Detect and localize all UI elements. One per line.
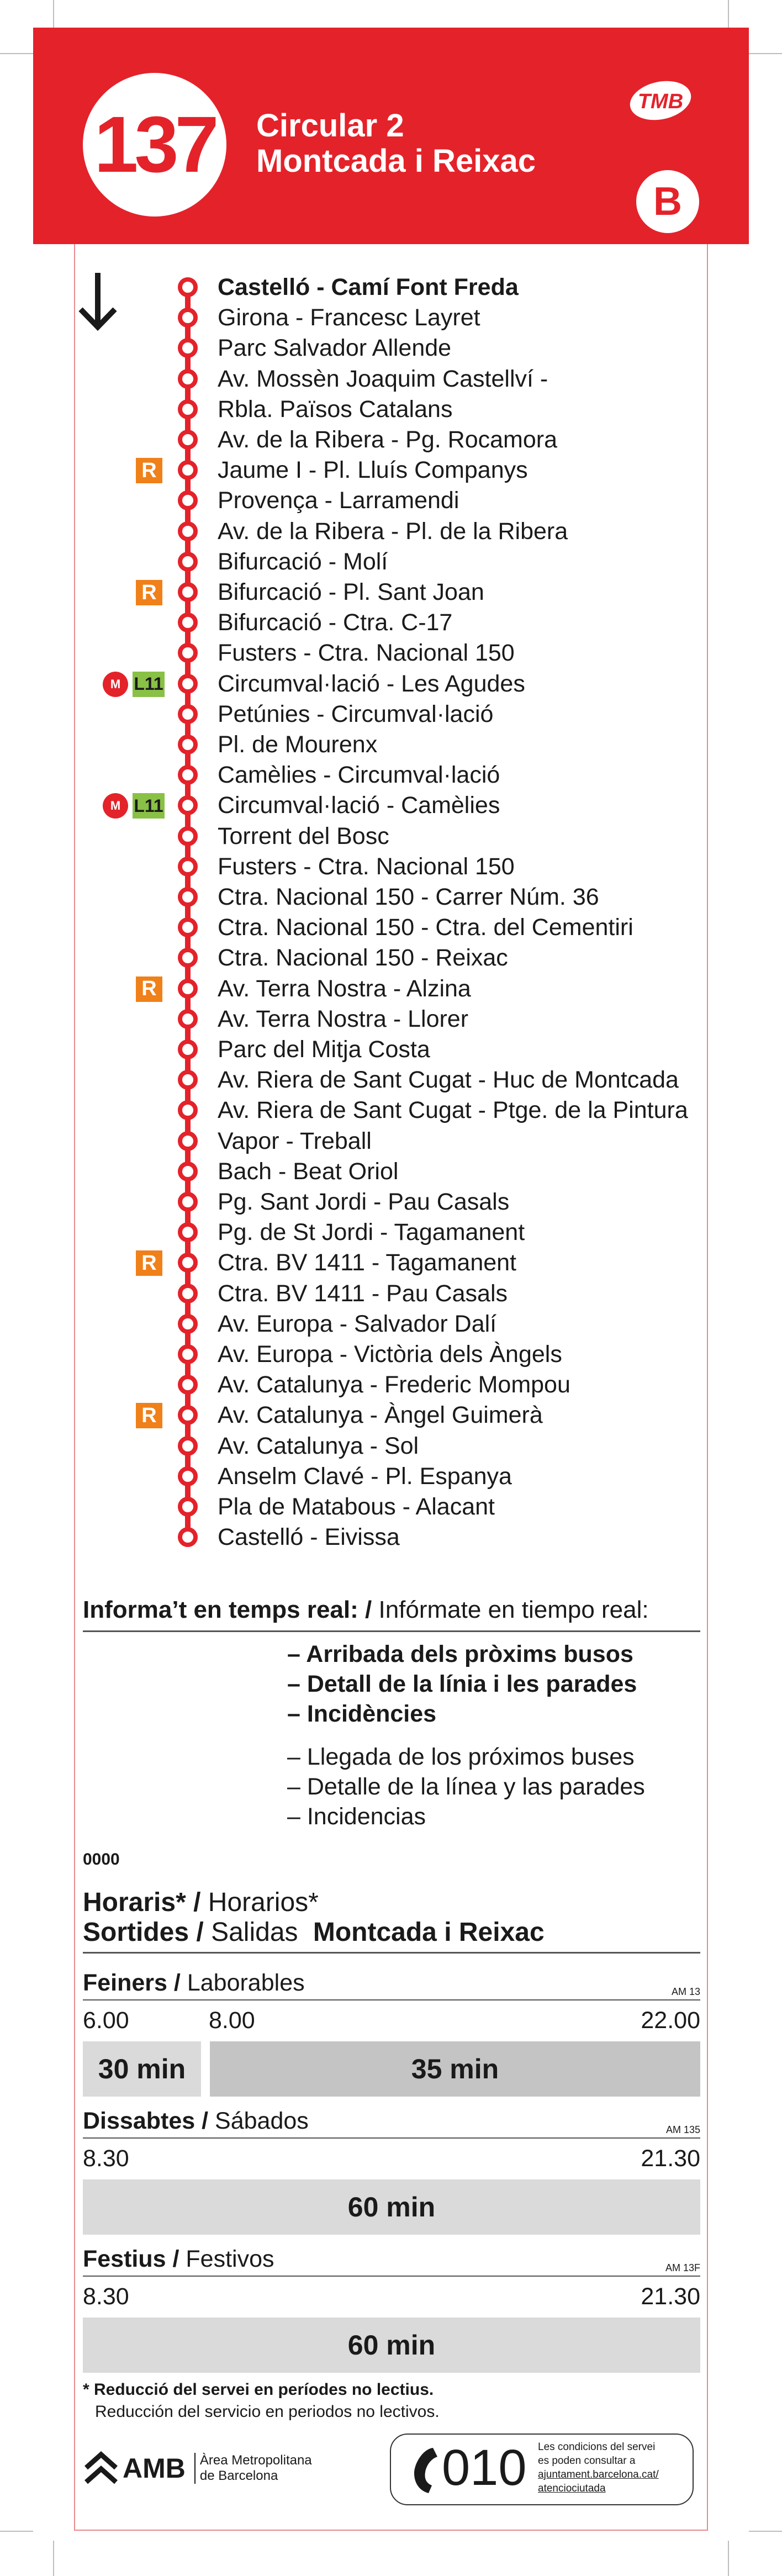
stop-name: Bifurcació - Ctra. C-17 — [218, 609, 453, 636]
stop-item — [0, 1397, 782, 1428]
stop-item — [0, 1428, 782, 1459]
crop-mark — [749, 2531, 782, 2532]
stop-marker — [178, 1222, 198, 1242]
stop-name: Pl. de Mourenx — [218, 731, 378, 758]
crop-mark — [0, 2531, 33, 2532]
stop-marker — [178, 399, 198, 419]
metro-line-badge: L11 — [133, 672, 165, 697]
stop-marker — [178, 917, 198, 937]
stop-name: Av. de la Ribera - Pl. de la Ribera — [218, 518, 568, 545]
stop-name: Parc Salvador Allende — [218, 335, 452, 362]
stop-item — [0, 1154, 782, 1184]
stop-name: Bifurcació - Pl. Sant Joan — [218, 579, 484, 605]
stop-item — [0, 1489, 782, 1519]
reduction-note-ca: * Reducció del servei en períodes no lectius. — [83, 2380, 434, 2399]
stop-name: Torrent del Bosc — [218, 822, 389, 849]
stop-name: Av. Riera de Sant Cugat - Huc de Montcada — [218, 1067, 679, 1094]
day-type-es: Sábados — [215, 2108, 309, 2134]
time-start: 6.00 — [83, 2007, 129, 2034]
stop-name: Jaume I - Pl. Lluís Companys — [218, 457, 528, 484]
day-type-ca: Festius — [83, 2246, 166, 2272]
stop-marker — [178, 1192, 198, 1212]
stop-name: Pg. de St Jordi - Tagamanent — [218, 1219, 525, 1246]
stop-name: Provença - Larramendi — [218, 487, 459, 514]
tmb-logo — [624, 76, 697, 123]
stop-marker — [178, 1344, 198, 1364]
amb-logo — [83, 2451, 312, 2485]
service-info-line: Les condicions del servei — [538, 2441, 656, 2453]
stop-marker — [178, 1284, 198, 1303]
reduction-note-es: Reducción del servicio en periodos no lectivos. — [95, 2403, 440, 2421]
stop-name: Rbla. Països Catalans — [218, 395, 453, 423]
stop-item — [0, 422, 782, 452]
stop-item — [0, 666, 782, 696]
stop-item — [0, 1367, 782, 1397]
stop-item — [0, 819, 782, 849]
stop-name: Fusters - Ctra. Nacional 150 — [218, 853, 515, 880]
stop-item — [0, 879, 782, 910]
schedule-code: AM 13 — [671, 1986, 700, 1997]
stop-marker — [178, 735, 198, 754]
stop-item — [0, 1306, 782, 1337]
stop-name: Camèlies - Circumval·lació — [218, 762, 500, 789]
stop-marker — [178, 795, 198, 815]
stop-marker — [178, 1162, 198, 1181]
stop-marker — [178, 826, 198, 846]
day-type-es: Festivos — [186, 2246, 274, 2272]
crop-mark — [53, 0, 54, 28]
stop-item — [0, 483, 782, 513]
realtime-item: – Detall de la línia i les parades — [287, 1671, 637, 1697]
time-end: 21.30 — [641, 2283, 700, 2310]
frequency-band: 30 min — [83, 2041, 201, 2097]
stop-item — [0, 849, 782, 879]
stop-name: Av. Catalunya - Àngel Guimerà — [218, 1402, 543, 1429]
stop-item — [0, 1519, 782, 1550]
amb-logo-icon — [83, 2451, 119, 2485]
stop-name: Castelló - Camí Font Freda — [218, 274, 519, 300]
stop-code: 0000 — [83, 1850, 120, 1868]
stop-item — [0, 788, 782, 818]
realtime-list-ca — [287, 1639, 637, 1729]
time-end: 22.00 — [641, 2007, 700, 2034]
realtime-item: – Incidències — [287, 1701, 437, 1727]
stop-marker — [178, 765, 198, 785]
stop-name: Av. de la Ribera - Pg. Rocamora — [218, 426, 558, 453]
stop-item — [0, 1459, 782, 1489]
stop-name: Ctra. BV 1411 - Tagamanent — [218, 1249, 517, 1276]
crop-mark — [728, 2541, 729, 2576]
rodalies-badge: R — [136, 458, 162, 483]
stop-item — [0, 1123, 782, 1154]
schedule-title-slash: / — [193, 1888, 201, 1917]
schedule-block-label — [83, 1970, 305, 1997]
stop-marker — [178, 948, 198, 968]
realtime-item: – Incidencias — [287, 1803, 426, 1830]
stop-name: Parc del Mitja Costa — [218, 1036, 430, 1063]
stop-marker — [178, 430, 198, 450]
line-title — [256, 108, 536, 179]
phone-number: 010 — [442, 2440, 527, 2496]
stop-name: Fusters - Ctra. Nacional 150 — [218, 640, 515, 667]
schedule-block-divider — [83, 2137, 700, 2139]
stop-item — [0, 574, 782, 605]
stop-name: Pg. Sant Jordi - Pau Casals — [218, 1189, 510, 1215]
stop-marker — [178, 1527, 198, 1547]
line-title-primary: Circular 2 — [256, 108, 404, 144]
line-number-badge: 137 — [83, 73, 226, 217]
day-type-slash: / — [173, 1970, 181, 1996]
stop-marker — [178, 704, 198, 724]
phone-handset-icon — [406, 2445, 445, 2498]
stop-name: Petúnies - Circumval·lació — [218, 700, 494, 727]
stop-name: Vapor - Treball — [218, 1127, 372, 1154]
schedule-subtitle — [83, 1918, 545, 1947]
stop-marker — [178, 887, 198, 907]
stop-item — [0, 1245, 782, 1275]
realtime-item: – Llegada de los próximos buses — [287, 1744, 635, 1770]
stop-name: Av. Europa - Salvador Dalí — [218, 1310, 497, 1337]
stop-item — [0, 1215, 782, 1245]
amb-logo-text: AMB — [123, 2453, 186, 2484]
stop-name: Anselm Clavé - Pl. Espanya — [218, 1463, 512, 1490]
crop-mark — [0, 53, 33, 54]
stop-name: Pla de Matabous - Alacant — [218, 1493, 495, 1520]
metro-icon: M — [103, 672, 128, 697]
stop-marker — [178, 277, 198, 297]
schedule-block-label — [83, 2108, 309, 2135]
stop-name: Av. Catalunya - Frederic Mompou — [218, 1371, 570, 1398]
schedule-title-ca: Horaris* — [83, 1888, 186, 1917]
schedule-code: AM 135 — [665, 2124, 700, 2135]
stop-item — [0, 361, 782, 392]
service-info — [538, 2440, 659, 2495]
stop-name: Circumval·lació - Les Agudes — [218, 670, 525, 697]
stop-name: Castelló - Eivissa — [218, 1524, 400, 1551]
stop-item — [0, 696, 782, 727]
stop-marker — [178, 521, 198, 541]
amb-name-line: Àrea Metropolitana — [199, 2453, 312, 2468]
stop-marker — [178, 1253, 198, 1273]
stop-name: Circumval·lació - Camèlies — [218, 792, 500, 819]
frequency-band: 60 min — [83, 2179, 700, 2235]
schedule-title-es: Horarios* — [208, 1888, 319, 1917]
crop-mark — [749, 53, 782, 54]
time-mid: 8.00 — [209, 2007, 255, 2034]
stop-marker — [178, 582, 198, 602]
stop-item — [0, 1062, 782, 1092]
stop-name: Av. Terra Nostra - Llorer — [218, 1005, 469, 1032]
stop-marker — [178, 1405, 198, 1425]
stop-item — [0, 757, 782, 788]
day-type-ca: Feiners — [83, 1970, 167, 1996]
rodalies-badge: R — [136, 976, 162, 1002]
time-end: 21.30 — [641, 2145, 700, 2172]
frequency-band: 60 min — [83, 2318, 700, 2373]
stop-marker — [178, 613, 198, 632]
stop-marker — [178, 979, 198, 999]
stop-item — [0, 1276, 782, 1306]
time-start: 8.30 — [83, 2283, 129, 2310]
stop-marker — [178, 1039, 198, 1059]
realtime-heading — [83, 1596, 649, 1624]
schedule-code: AM 13F — [665, 2262, 700, 2273]
day-type-ca: Dissabtes — [83, 2108, 196, 2134]
stop-marker — [178, 1131, 198, 1151]
realtime-item: – Detalle de la línea y las parades — [287, 1773, 645, 1800]
realtime-heading-ca: Informa’t en temps real: — [83, 1596, 358, 1623]
stop-name: Ctra. Nacional 150 - Reixac — [218, 944, 508, 972]
stop-name: Ctra. Nacional 150 - Ctra. del Cementiri — [218, 914, 633, 941]
schedule-block-divider — [83, 1999, 700, 2000]
stop-name: Bifurcació - Molí — [218, 548, 388, 575]
stop-item — [0, 605, 782, 635]
departures-slash: / — [196, 1918, 204, 1947]
rodalies-badge: R — [136, 1403, 162, 1428]
stop-marker — [178, 1466, 198, 1486]
stop-item — [0, 1337, 782, 1367]
stop-marker — [178, 1100, 198, 1120]
stop-item — [0, 544, 782, 574]
stop-item — [0, 452, 782, 483]
schedule-block-label — [83, 2246, 274, 2273]
stop-marker — [178, 1497, 198, 1517]
stop-marker — [178, 460, 198, 480]
departures-ca: Sortides — [83, 1918, 189, 1947]
realtime-divider — [83, 1630, 700, 1632]
service-info-link[interactable]: atenciociutada — [538, 2483, 606, 2494]
stop-item — [0, 910, 782, 940]
stop-marker — [178, 1375, 198, 1395]
stop-marker — [178, 369, 198, 389]
crop-mark — [53, 2541, 54, 2576]
stop-item — [0, 392, 782, 422]
realtime-item: – Arribada dels pròxims busos — [287, 1641, 633, 1667]
schedule-divider — [83, 1952, 700, 1954]
stop-name: Bach - Beat Oriol — [218, 1158, 399, 1185]
stop-name: Ctra. BV 1411 - Pau Casals — [218, 1280, 508, 1307]
stop-marker — [178, 674, 198, 694]
stop-marker — [178, 1314, 198, 1334]
stop-item — [0, 330, 782, 361]
stop-item — [0, 1032, 782, 1062]
realtime-heading-es: Infórmate en tiempo real: — [378, 1596, 649, 1623]
stop-marker — [178, 338, 198, 358]
stop-name: Av. Riera de Sant Cugat - Ptge. de la Pintura — [218, 1097, 688, 1124]
stop-name: Girona - Francesc Layret — [218, 304, 480, 331]
stop-item — [0, 270, 782, 300]
stop-marker — [178, 643, 198, 663]
stop-marker — [178, 552, 198, 572]
day-type-slash: / — [172, 2246, 179, 2272]
stop-item — [0, 1092, 782, 1123]
stop-item — [0, 514, 782, 544]
amb-name — [194, 2453, 312, 2484]
stop-marker — [178, 490, 198, 510]
frequency-band: 35 min — [210, 2041, 700, 2097]
amb-name-line: de Barcelona — [199, 2468, 278, 2483]
service-info-link[interactable]: ajuntament.barcelona.cat/ — [538, 2469, 659, 2480]
crop-mark — [728, 0, 729, 28]
schedule-title — [83, 1888, 319, 1918]
rodalies-badge: R — [136, 1250, 162, 1276]
stop-name: Av. Catalunya - Sol — [218, 1432, 419, 1459]
departures-es: Salidas — [211, 1918, 298, 1947]
metro-line-badge: L11 — [133, 793, 165, 819]
stop-item — [0, 635, 782, 666]
network-letter-badge: B — [636, 170, 699, 233]
day-type-es: Laborables — [187, 1970, 305, 1996]
departures-origin: Montcada i Reixac — [313, 1918, 545, 1947]
stop-item — [0, 940, 782, 970]
line-title-secondary: Montcada i Reixac — [256, 143, 536, 179]
time-start: 8.30 — [83, 2145, 129, 2172]
stop-name: Av. Mossèn Joaquim Castellví - — [218, 365, 548, 392]
stop-name: Ctra. Nacional 150 - Carrer Núm. 36 — [218, 884, 599, 910]
stop-marker — [178, 1070, 198, 1090]
stop-item — [0, 1184, 782, 1215]
stop-marker — [178, 1009, 198, 1029]
realtime-list-es — [287, 1742, 645, 1831]
day-type-slash: / — [202, 2108, 209, 2134]
schedule-block-divider — [83, 2276, 700, 2277]
tmb-logo-text: TMB — [637, 90, 684, 113]
metro-icon: M — [103, 793, 128, 819]
stop-item — [0, 971, 782, 1001]
stop-item — [0, 727, 782, 757]
stop-marker — [178, 308, 198, 328]
stop-marker — [178, 857, 198, 877]
stop-item — [0, 1001, 782, 1032]
rodalies-badge: R — [136, 580, 162, 605]
stop-item — [0, 300, 782, 330]
stop-marker — [178, 1436, 198, 1456]
service-info-line: es poden consultar a — [538, 2455, 636, 2467]
stop-name: Av. Europa - Victòria dels Àngels — [218, 1341, 562, 1368]
stop-name: Av. Terra Nostra - Alzina — [218, 975, 471, 1002]
realtime-heading-slash: / — [365, 1596, 372, 1623]
